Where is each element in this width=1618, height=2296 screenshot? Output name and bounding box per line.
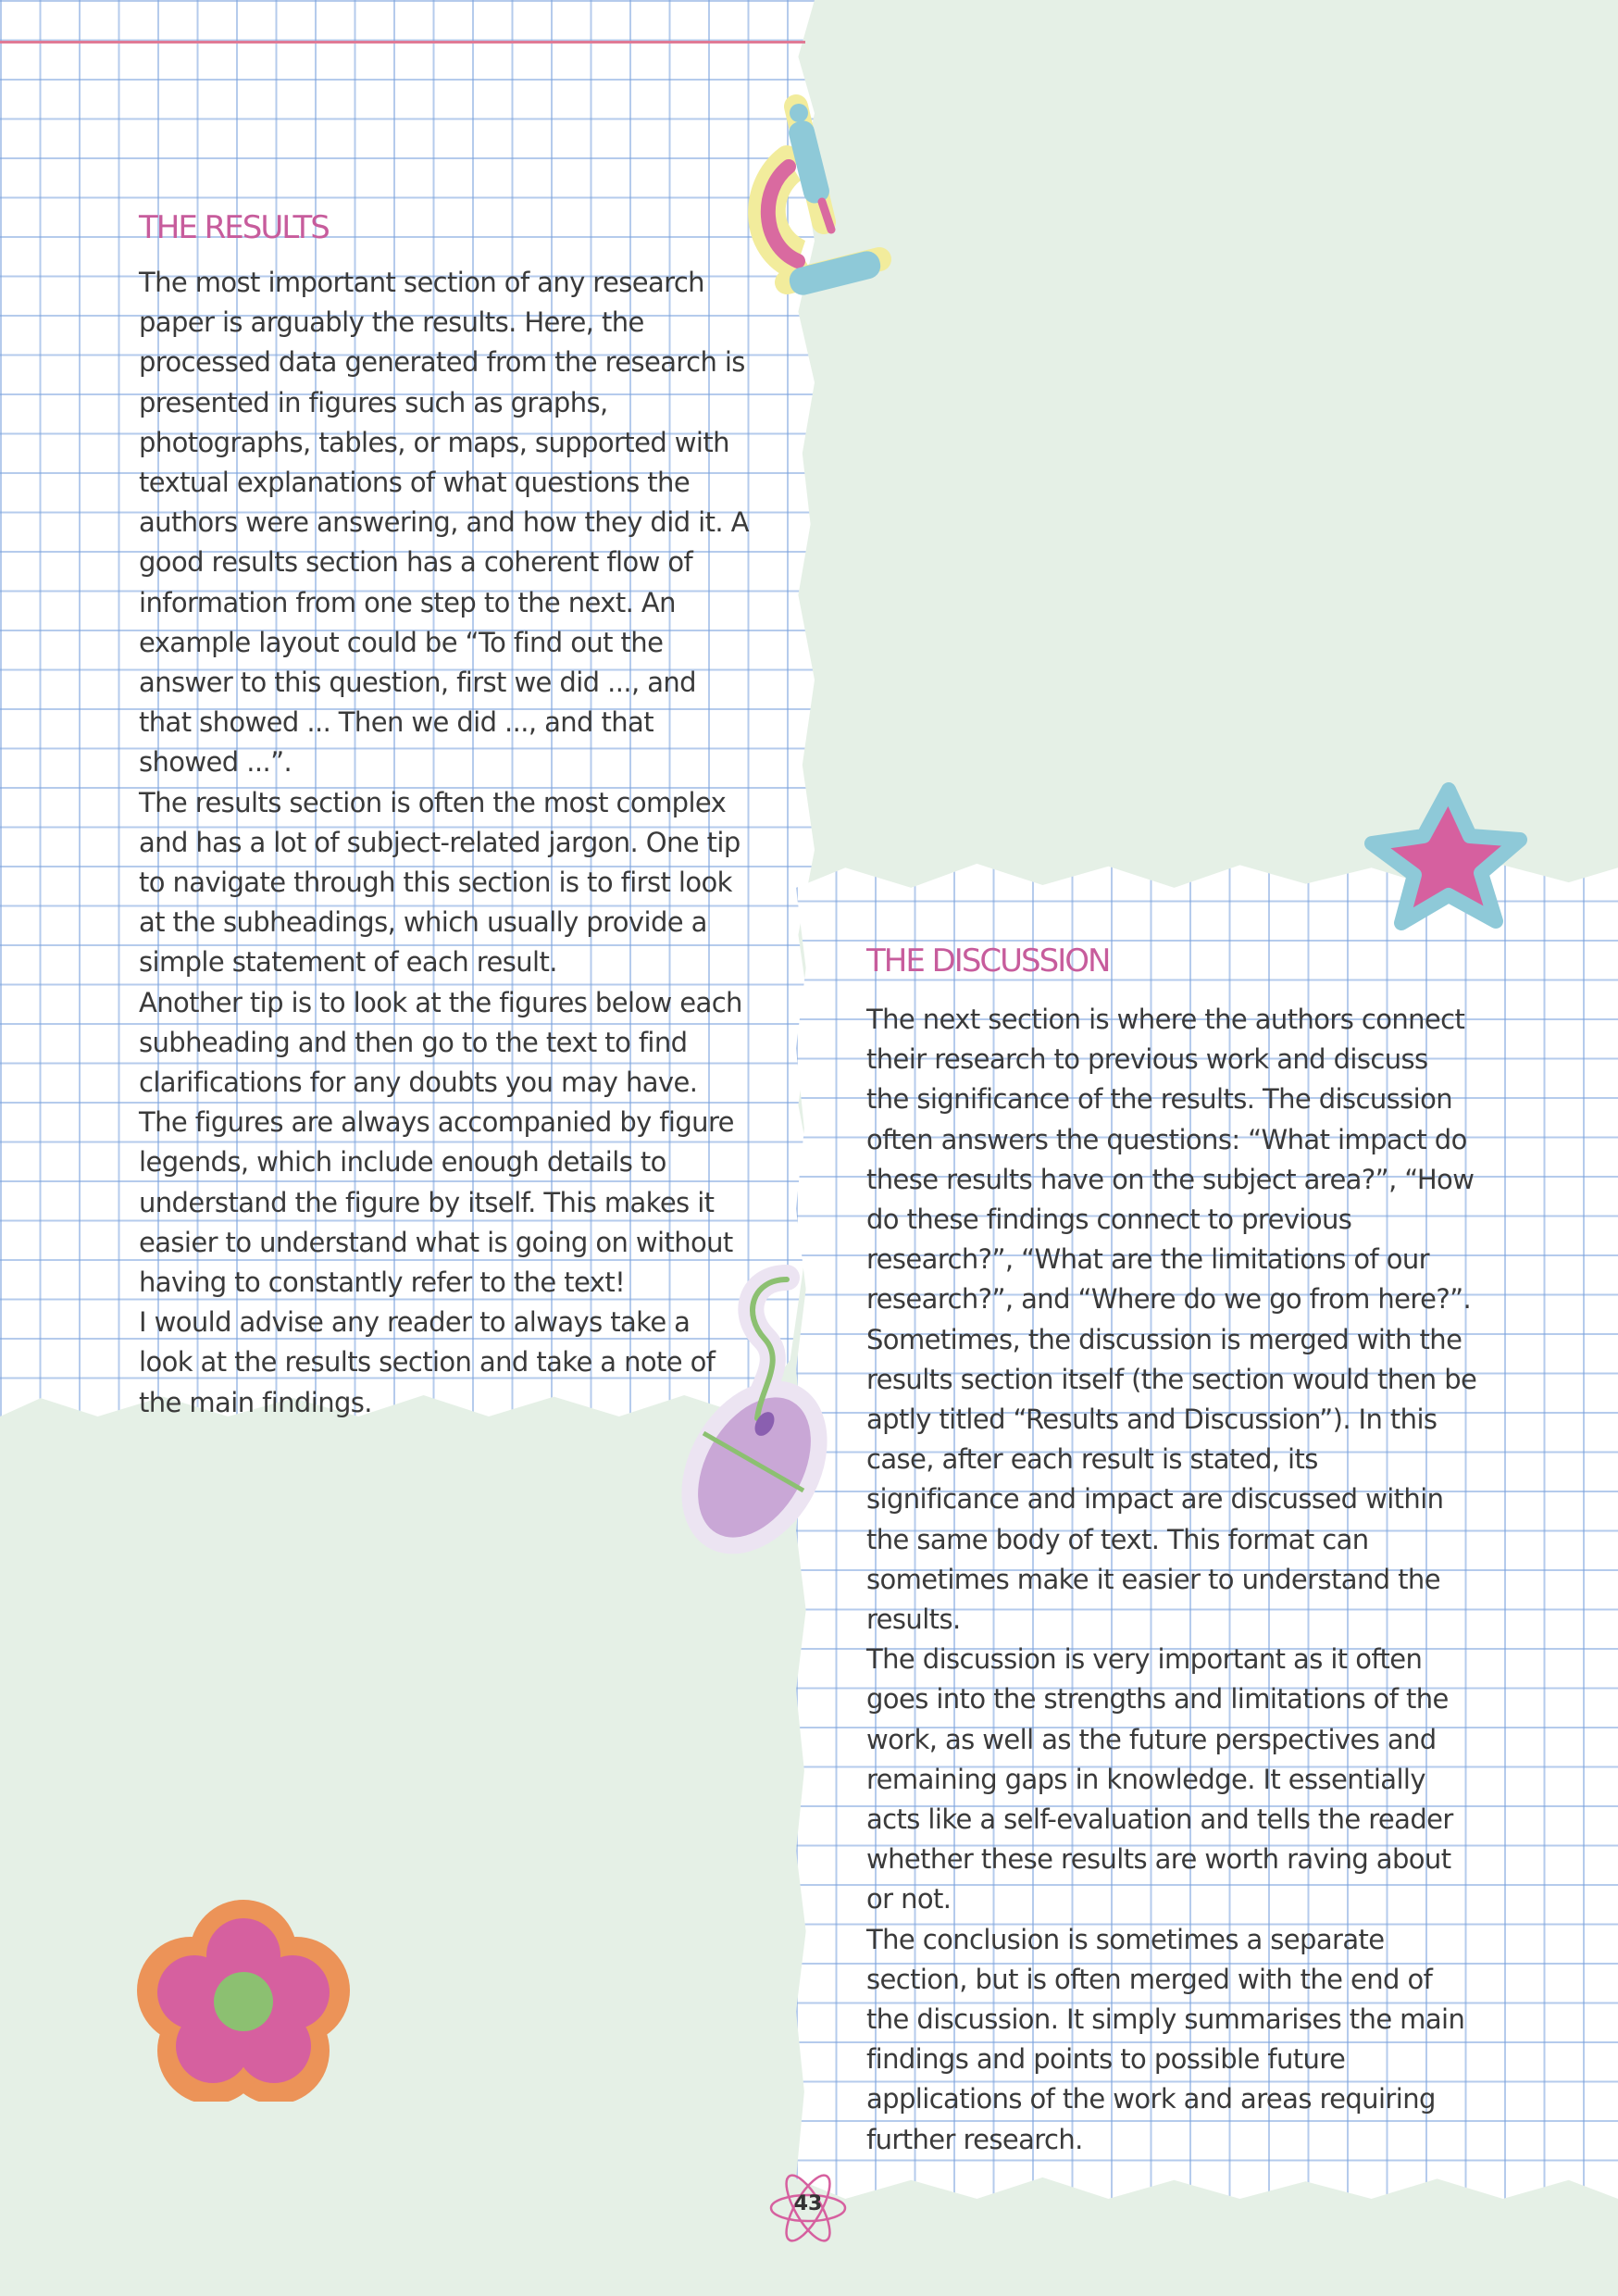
discussion-paragraph: The next section is where the authors connect their research to previous work and discuss the significance of the results. The discussion often answers the questions: “What impact do these results have on the subject area?”, “How do these findings connect to previous research?”, “What are the limitations of our research?”, and “Where do we go from here?”. [866, 1004, 1475, 1316]
results-paragraph: The results section is often the most complex and has a lot of subject-related jargon. One tip to navigate through this section is to first look at the subheadings, which usually provide a simple statement of each result. [139, 786, 741, 979]
page-number [766, 2166, 850, 2250]
discussion-heading: THE DISCUSSION [866, 942, 1110, 980]
results-paragraph: The most important section of any research paper is arguably the results. Here, the processed data generated from the research is presented in figures such as graphs, photographs, tables, or maps, supported with textual explanations of what questions the authors were answering, and how they did it. A good results section has a coherent flow of information from one step to the next. An example layout could be “To find out the answer to this question, first we did ..., and that showed ... Then we did ..., and that showed ...”. [139, 267, 749, 779]
computer-mouse-icon [648, 1259, 861, 1555]
microscope-icon [731, 93, 898, 333]
flower-icon [137, 1898, 350, 2102]
discussion-paragraph: The discussion is very important as it often goes into the strengths and limitations of the work, as well as the future perspectives and remaining gaps in knowledge. It essentially acts like a self-evaluation and tells the reader whether these results are worth raving about or not. [866, 1643, 1453, 1915]
results-paragraph: I would advise any reader to always take a look at the results section and take a note of the main findings. [139, 1306, 716, 1418]
results-heading: THE RESULTS [139, 209, 329, 246]
discussion-paragraph: Sometimes, the discussion is merged with the results section itself (the section would then be aptly titled “Results and Discussion”). In this case, after each result is stated, its significance and impact are discussed within the same body of text. This format can sometimes make it easier to understand the results. [866, 1323, 1477, 1636]
star-icon [1361, 782, 1527, 944]
results-body [139, 263, 750, 1423]
results-paragraph: Another tip is to look at the figures below each subheading and then go to the text to find clarifications for any doubts you may have. The figures are always accompanied by figure legends, which include enough details to understand the figure by itself. This makes it easier to understand what is going on without having to constantly refer to the text! [139, 986, 742, 1299]
discussion-paragraph: The conclusion is sometimes a separate section, but is often merged with the end of the discussion. It simply summarises the main findings and points to possible future applications of the work and areas requiring further research. [866, 1923, 1465, 2155]
discussion-body [866, 1000, 1477, 2160]
page-number-text: 43 [793, 2192, 823, 2215]
top-rule-line [0, 41, 805, 44]
